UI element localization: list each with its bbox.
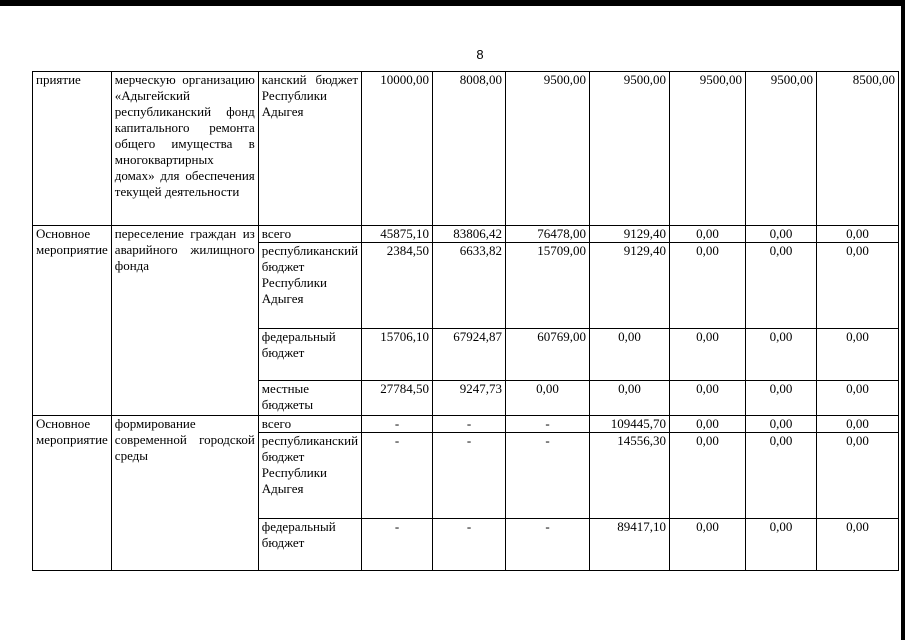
value-cell: 2384,50 [362,243,433,329]
value-cell: 0,00 [670,416,746,433]
value-cell: 0,00 [746,243,817,329]
budget-table [32,71,899,571]
value-cell: 9500,00 [506,72,590,226]
event-type-cell: Основное мероприятие [33,416,112,571]
value-cell: 9500,00 [746,72,817,226]
value-cell: 0,00 [746,519,817,571]
value-cell: 67924,87 [433,329,506,381]
value-cell: 89417,10 [590,519,670,571]
value-cell: 9247,73 [433,381,506,416]
value-cell: 0,00 [817,243,899,329]
value-cell: 45875,10 [362,226,433,243]
page-number: 8 [476,47,484,62]
value-cell: 0,00 [746,329,817,381]
scan-border-right [901,0,905,640]
value-cell: - [433,519,506,571]
funding-source-cell: канский бюджет Республики Адыгея [258,72,361,226]
value-cell: 9500,00 [670,72,746,226]
value-cell: 76478,00 [506,226,590,243]
value-cell: 109445,70 [590,416,670,433]
value-cell: 8500,00 [817,72,899,226]
table-row [33,416,899,433]
funding-source-cell: местные бюджеты [258,381,361,416]
value-cell: - [506,433,590,519]
value-cell: - [362,433,433,519]
event-type-cell: Основное мероприятие [33,226,112,416]
value-cell: 0,00 [670,329,746,381]
value-cell: 27784,50 [362,381,433,416]
value-cell: 83806,42 [433,226,506,243]
value-cell: 0,00 [670,519,746,571]
funding-source-cell: федеральный бюджет [258,329,361,381]
table-row [33,72,899,226]
value-cell: 15709,00 [506,243,590,329]
value-cell: 0,00 [746,433,817,519]
value-cell: 0,00 [817,226,899,243]
value-cell: 6633,82 [433,243,506,329]
value-cell: 0,00 [817,416,899,433]
funding-source-cell: всего [258,416,361,433]
value-cell: - [506,519,590,571]
value-cell: 9500,00 [590,72,670,226]
value-cell: - [433,433,506,519]
event-name-cell: переселение граждан из аварийного жилищного фонда [111,226,258,416]
value-cell: - [506,416,590,433]
value-cell: 0,00 [817,519,899,571]
value-cell: 0,00 [590,329,670,381]
table-row [33,226,899,243]
funding-source-cell: республиканский бюджет Республики Адыгея [258,433,361,519]
event-type-cell: приятие [33,72,112,226]
value-cell: 0,00 [670,433,746,519]
funding-source-cell: республиканский бюджет Республики Адыгея [258,243,361,329]
funding-source-cell: всего [258,226,361,243]
value-cell: 0,00 [746,416,817,433]
value-cell: 0,00 [670,226,746,243]
scan-border-top [0,0,905,6]
value-cell: 0,00 [817,381,899,416]
funding-source-cell: федеральный бюджет [258,519,361,571]
event-name-cell: формирование современной городской среды [111,416,258,571]
value-cell: 0,00 [817,329,899,381]
value-cell: - [433,416,506,433]
value-cell: 10000,00 [362,72,433,226]
value-cell: 9129,40 [590,243,670,329]
value-cell: 0,00 [746,381,817,416]
value-cell: 0,00 [746,226,817,243]
value-cell: 9129,40 [590,226,670,243]
value-cell: 0,00 [590,381,670,416]
value-cell: - [362,416,433,433]
event-name-cell: мерческую организацию «Адыгейский республиканский фонд капитального ремонта общего имущества в многоквартирных домах» для обеспечения текущей деятельности [111,72,258,226]
value-cell: 14556,30 [590,433,670,519]
value-cell: - [362,519,433,571]
value-cell: 15706,10 [362,329,433,381]
value-cell: 0,00 [506,381,590,416]
value-cell: 0,00 [670,243,746,329]
value-cell: 60769,00 [506,329,590,381]
value-cell: 0,00 [670,381,746,416]
value-cell: 0,00 [817,433,899,519]
value-cell: 8008,00 [433,72,506,226]
